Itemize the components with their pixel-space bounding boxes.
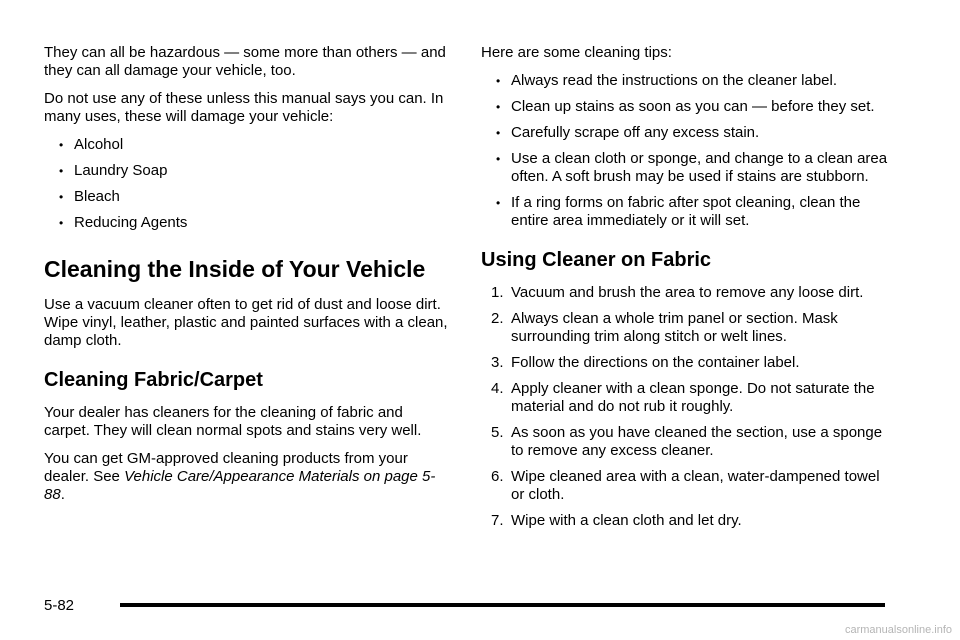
- section-heading-fabric-carpet: Cleaning Fabric/Carpet: [44, 369, 263, 391]
- list-item: 6. Wipe cleaned area with a clean, water-dampened towel or cloth.: [491, 468, 880, 503]
- bullet-icon: •: [59, 138, 64, 152]
- list-item: 2. Always clean a whole trim panel or section. Mask surrounding trim along stitch or welt lines.: [491, 310, 838, 345]
- list-item: 7. Wipe with a clean cloth and let dry.: [491, 512, 742, 529]
- watermark: carmanualsonline.info: [844, 624, 952, 636]
- tips-intro: Here are some cleaning tips:: [481, 44, 672, 61]
- bullet-icon: •: [496, 196, 501, 210]
- left-column: [44, 44, 449, 514]
- cross-reference-link[interactable]: Vehicle Care/Appearance Materials on page 5-88: [44, 468, 436, 503]
- section-heading-using-cleaner: Using Cleaner on Fabric: [481, 249, 712, 271]
- bullet-icon: •: [496, 74, 501, 88]
- list-item: 1. Vacuum and brush the area to remove any loose dirt.: [491, 284, 864, 301]
- footer-divider: [120, 603, 885, 607]
- bullet-icon: •: [59, 216, 64, 230]
- gm-products-paragraph: You can get GM-approved cleaning products from your dealer. See Vehicle Care/Appearance Materials on page 5-88.: [44, 450, 436, 503]
- list-item: 3. Follow the directions on the container label.: [491, 354, 800, 371]
- steps-list: [481, 284, 896, 530]
- list-item: • Carefully scrape off any excess stain.: [496, 124, 760, 141]
- bullet-icon: •: [496, 152, 501, 166]
- list-item: • Reducing Agents: [59, 214, 188, 231]
- tips-list: [481, 72, 896, 230]
- warning-paragraph: Do not use any of these unless this manual says you can. In many uses, these will damage your vehicle:: [44, 90, 444, 125]
- list-item: 5. As soon as you have cleaned the section, use a sponge to remove any excess cleaner.: [491, 424, 883, 459]
- list-item: • If a ring forms on fabric after spot cleaning, clean the entire area immediately or it will set.: [496, 194, 861, 229]
- dealer-cleaners-paragraph: Your dealer has cleaners for the cleaning of fabric and carpet. They will clean normal spots and stains very well.: [44, 404, 422, 439]
- hazard-list: [44, 136, 449, 232]
- bullet-icon: •: [496, 126, 501, 140]
- bullet-icon: •: [496, 100, 501, 114]
- list-item: • Clean up stains as soon as you can — before they set.: [496, 98, 875, 115]
- intro-paragraph: They can all be hazardous — some more than others — and they can all damage your vehicle, too.: [44, 44, 446, 79]
- page-number: 5-82: [44, 597, 75, 614]
- list-item: • Use a clean cloth or sponge, and change to a clean area often. A soft brush may be used if stains are stubborn.: [496, 150, 888, 185]
- bullet-icon: •: [59, 190, 64, 204]
- vacuum-paragraph: Use a vacuum cleaner often to get rid of dust and loose dirt. Wipe vinyl, leather, plastic and painted surfaces with a clean, damp cloth.: [44, 296, 448, 349]
- list-item: • Always read the instructions on the cleaner label.: [496, 72, 838, 89]
- list-item: 4. Apply cleaner with a clean sponge. Do not saturate the material and do not rub it roughly.: [491, 380, 875, 415]
- list-item: • Bleach: [59, 188, 120, 205]
- right-column: [481, 44, 896, 538]
- list-item: • Alcohol: [59, 136, 124, 153]
- section-heading-cleaning-inside: Cleaning the Inside of Your Vehicle: [44, 256, 426, 282]
- bullet-icon: •: [59, 164, 64, 178]
- list-item: • Laundry Soap: [59, 162, 168, 179]
